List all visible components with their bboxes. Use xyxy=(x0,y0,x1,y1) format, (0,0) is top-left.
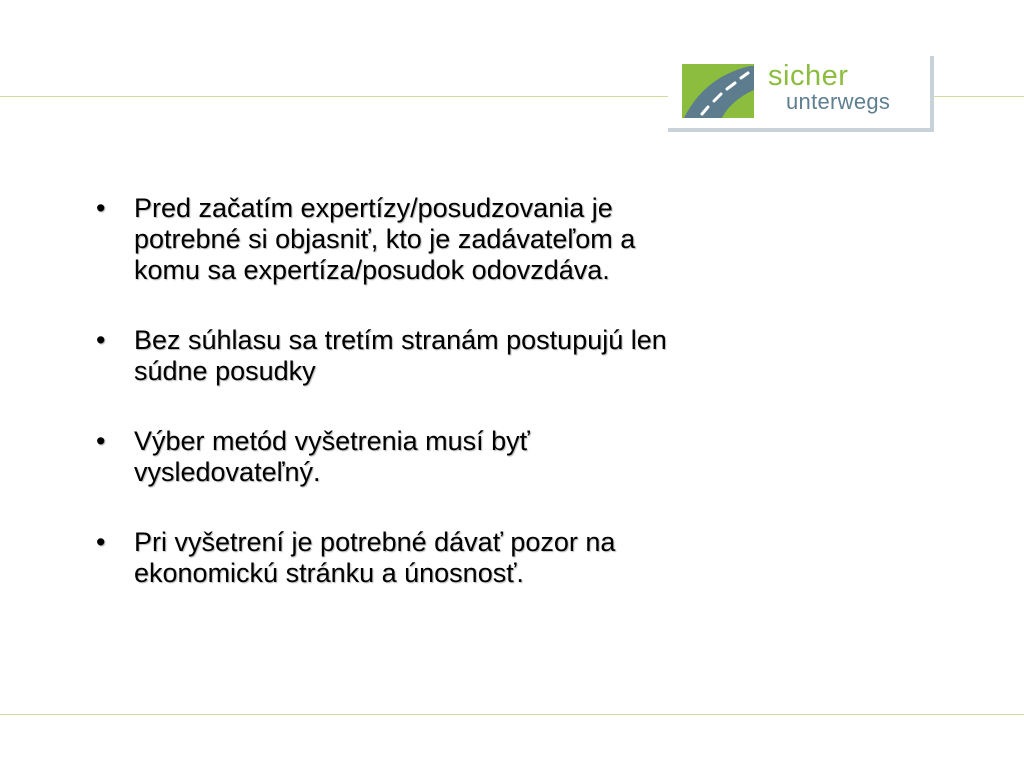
road-icon xyxy=(682,64,754,118)
bottom-divider xyxy=(0,714,1024,715)
bullet-line: Bez súhlasu sa tretím stranám postupujú len xyxy=(134,325,667,355)
bullet-item xyxy=(96,193,856,286)
logo-sicher-text: sicher xyxy=(768,60,849,92)
logo-unterwegs-text: unterwegs xyxy=(786,89,891,114)
bullet-marker: • xyxy=(96,193,106,223)
bullet-line: vysledovateľný. xyxy=(134,457,321,487)
bullet-item xyxy=(96,325,856,387)
bullet-item xyxy=(96,426,856,488)
bullet-line: Výber metód vyšetrenia musí byť xyxy=(134,426,530,456)
bullet-line: komu sa expertíza/posudok odovzdáva. xyxy=(134,255,610,285)
bullet-line: ekonomickú stránku a únosnosť. xyxy=(134,558,524,588)
bullet-line: potrebné si objasniť, kto je zadávateľom a xyxy=(134,224,636,254)
bullet-marker: • xyxy=(96,426,106,456)
bullet-marker: • xyxy=(96,527,106,557)
bullet-line: Pri vyšetrení je potrebné dávať pozor na xyxy=(134,527,616,557)
bullet-line: Pred začatím expertízy/posudzovania je xyxy=(134,193,613,223)
bullet-item xyxy=(96,527,856,589)
logo xyxy=(668,56,934,132)
bullet-marker: • xyxy=(96,325,106,355)
bullet-list xyxy=(96,193,856,589)
bullet-line: súdne posudky xyxy=(134,356,316,386)
